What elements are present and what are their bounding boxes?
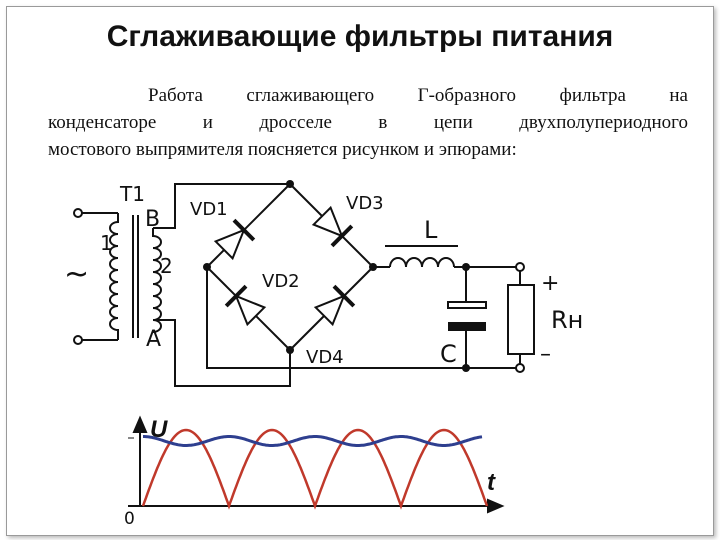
label-vd4: VD4 [306,347,344,368]
paragraph-line-3: мостового выпрямителя поясняется рисунком и эпюрами: [48,139,517,160]
label-load: Rн [551,306,584,334]
label-minus: – [540,342,551,367]
label-vd3: VD3 [346,193,384,214]
slide-title: Сглаживающие фильтры питания [106,20,614,53]
label-t1: T1 [120,182,145,206]
y-axis-label: U [150,416,168,443]
label-terminal-a: A [146,327,162,352]
x-axis-label: t [487,469,495,496]
label-terminal-b: B [145,207,161,232]
label-capacitor: C [440,340,457,368]
y-axis-arrow [134,418,146,432]
paragraph-line-2: конденсаторе и дросселе в цепи двухполупериодного [48,112,688,133]
label-inductor: L [424,216,438,244]
label-vd2: VD2 [262,271,300,292]
paragraph-line-1: Работа сглаживающего Г-образного фильтра на [148,85,688,106]
x-axis-arrow [488,500,502,512]
series-rectified-voltage [143,430,487,506]
label-winding-2: 2 [160,254,173,278]
origin-label: 0 [124,509,135,529]
label-vd1: VD1 [190,199,228,220]
ac-symbol: ~ [64,257,90,292]
label-winding-1: 1 [100,231,113,255]
label-plus: + [541,271,560,296]
